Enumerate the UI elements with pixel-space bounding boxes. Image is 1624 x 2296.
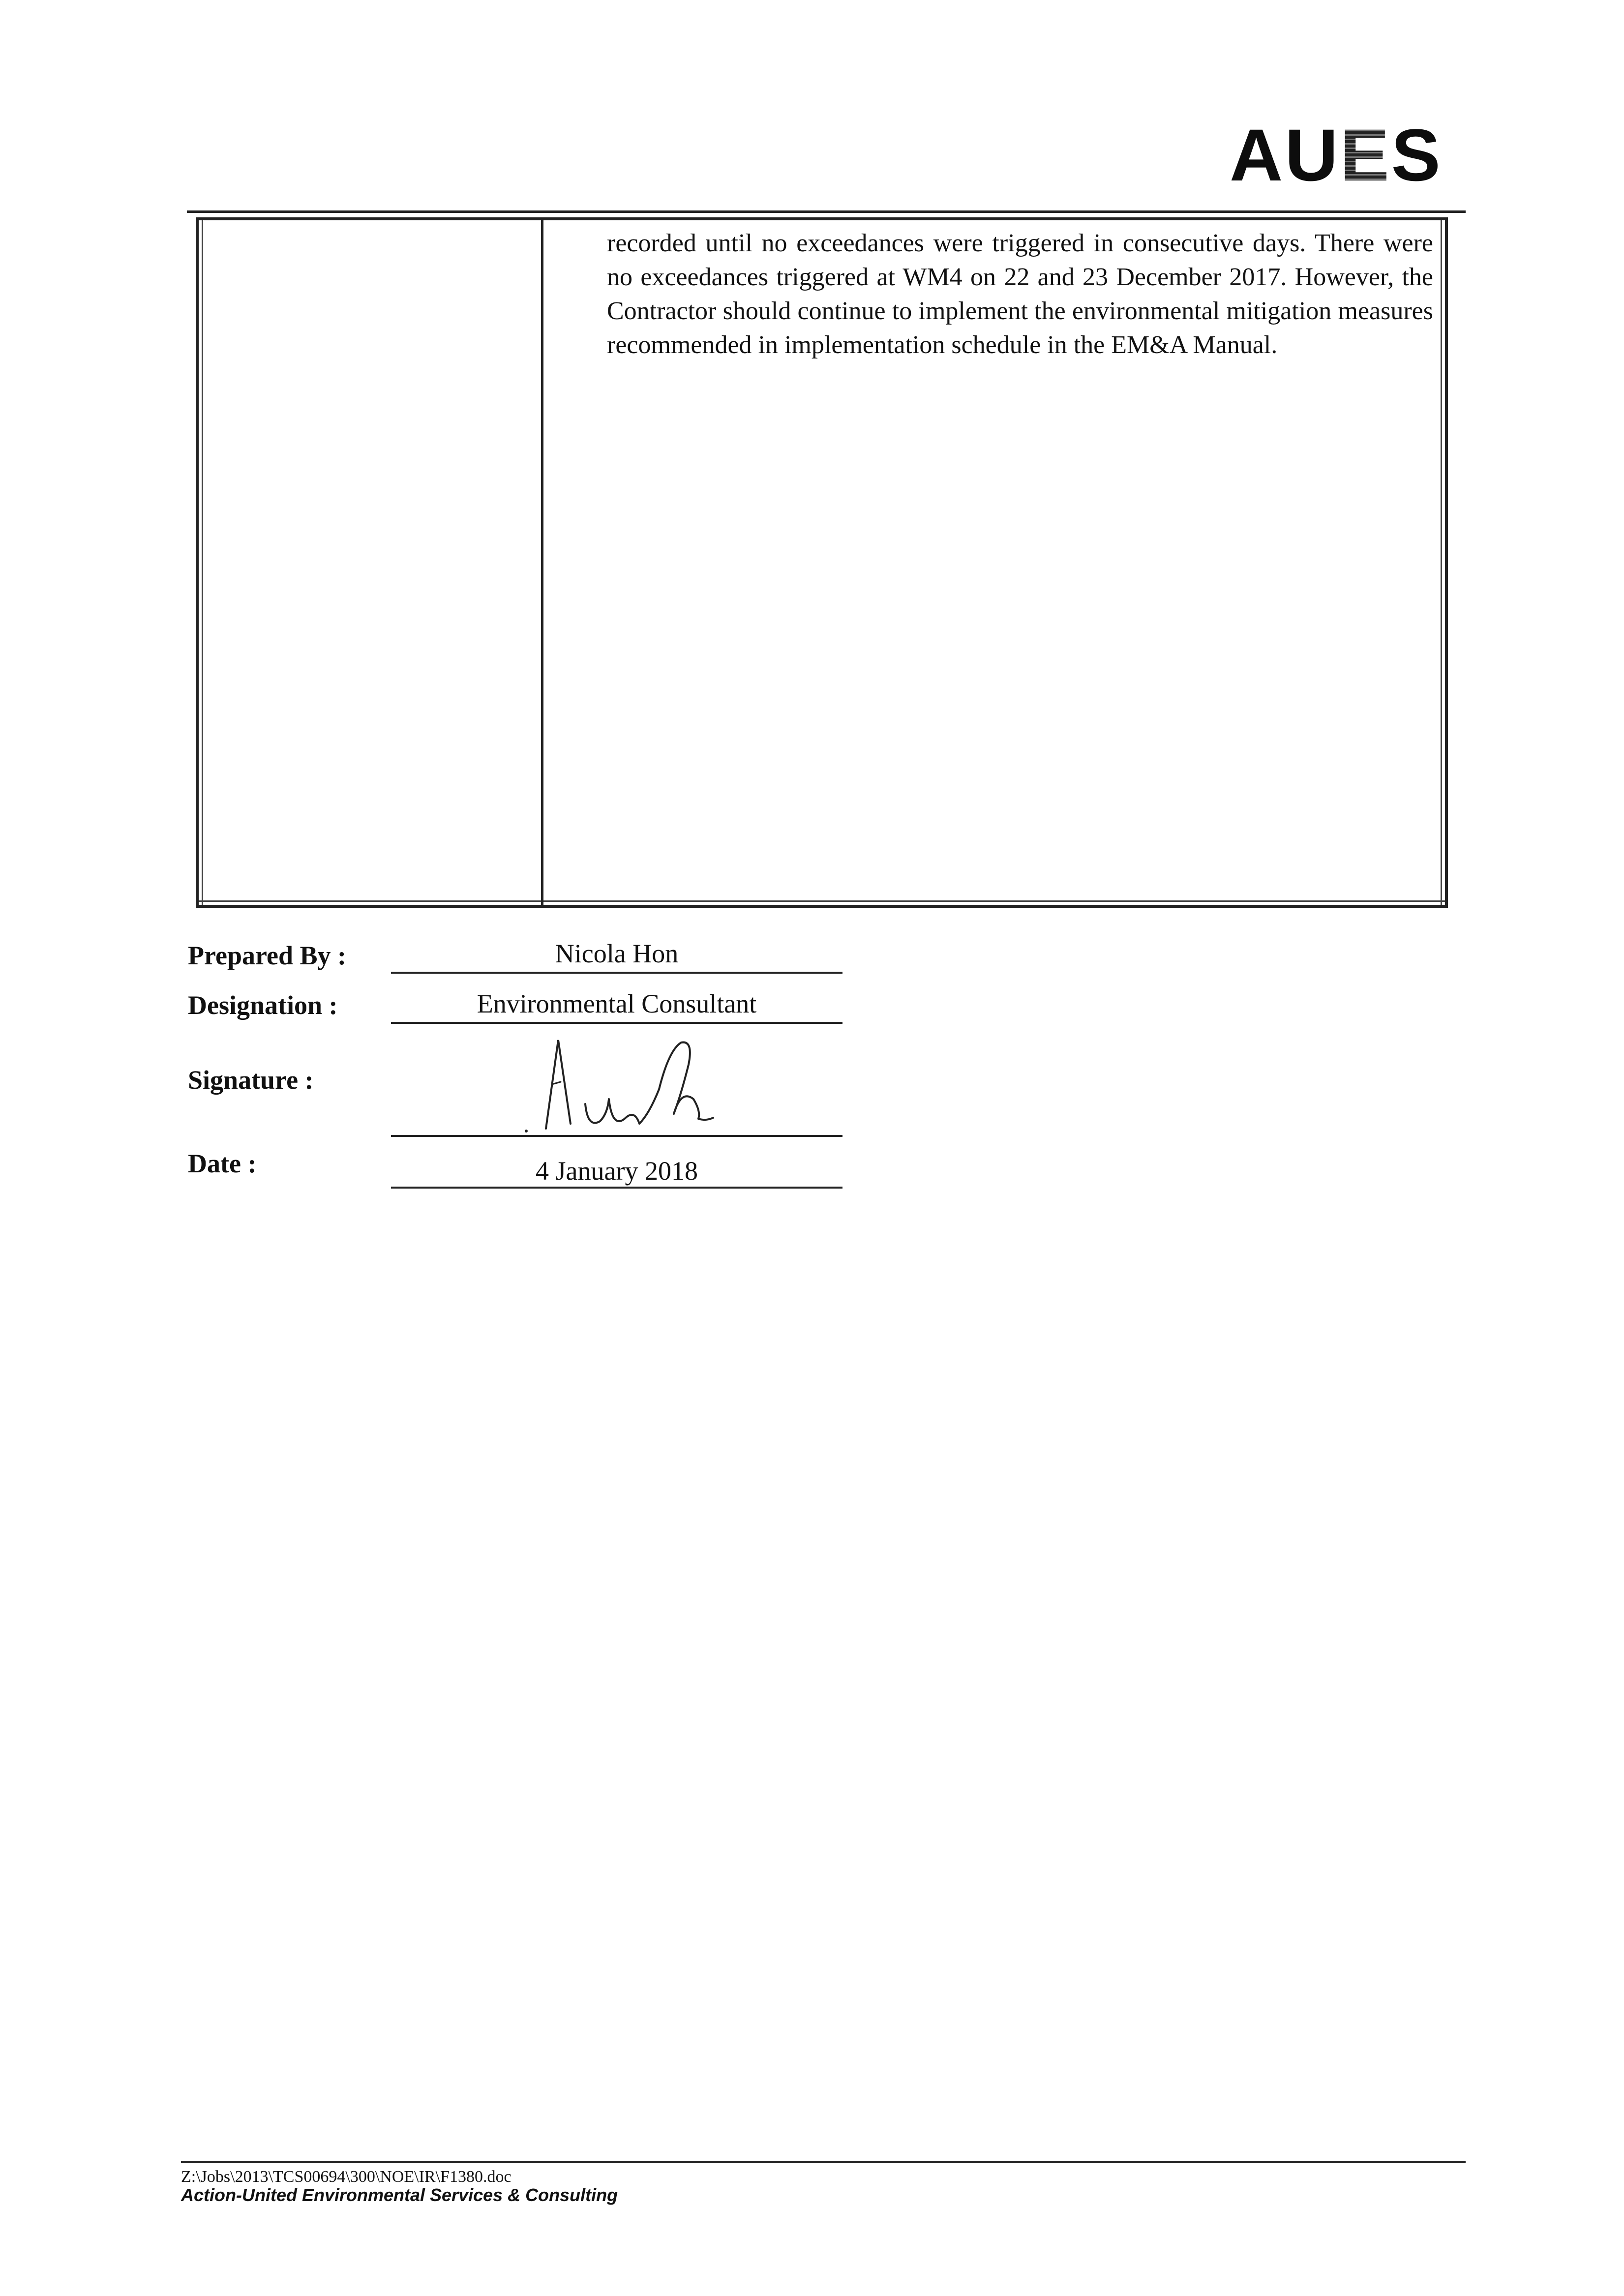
remarks-table (196, 217, 1448, 908)
logo-text-e: E (1340, 114, 1391, 196)
prepared-by-label: Prepared By : (188, 941, 346, 970)
prepared-by-rule (391, 972, 842, 974)
date-value: 4 January 2018 (536, 1156, 698, 1186)
designation-rule (391, 1022, 842, 1024)
designation-label: Designation : (188, 990, 338, 1020)
table-inner-right-line (1441, 220, 1442, 905)
table-remarks-text: recorded until no exceedances were triggered in consecutive days. There were no exceedances triggered at WM4 on 22 and 23 December 2017. However, the Contractor should continue to implement the environmental mitigation measures recommended in implementation schedule in the EM&A Manual. (607, 229, 1433, 359)
footer-company-name: Action-United Environmental Services & Consulting (181, 2185, 618, 2205)
logo-text-au: AU (1230, 114, 1340, 196)
date-label: Date : (188, 1149, 257, 1178)
header-rule (187, 210, 1466, 213)
designation-value: Environmental Consultant (477, 989, 757, 1018)
company-logo (1230, 114, 1443, 196)
footer-rule (181, 2161, 1466, 2163)
table-inner-bottom-line (199, 900, 1445, 902)
prepared-by-value: Nicola Hon (555, 939, 679, 968)
signature-label: Signature : (188, 1065, 314, 1095)
handwritten-signature (511, 1030, 728, 1138)
table-inner-left-line (202, 220, 203, 905)
footer-file-path: Z:\Jobs\2013\TCS00694\300\NOE\IR\F1380.doc (181, 2168, 511, 2186)
table-column-divider (541, 220, 543, 905)
signature-rule (391, 1135, 842, 1137)
date-rule (391, 1187, 842, 1189)
logo-text-s: S (1391, 114, 1443, 196)
